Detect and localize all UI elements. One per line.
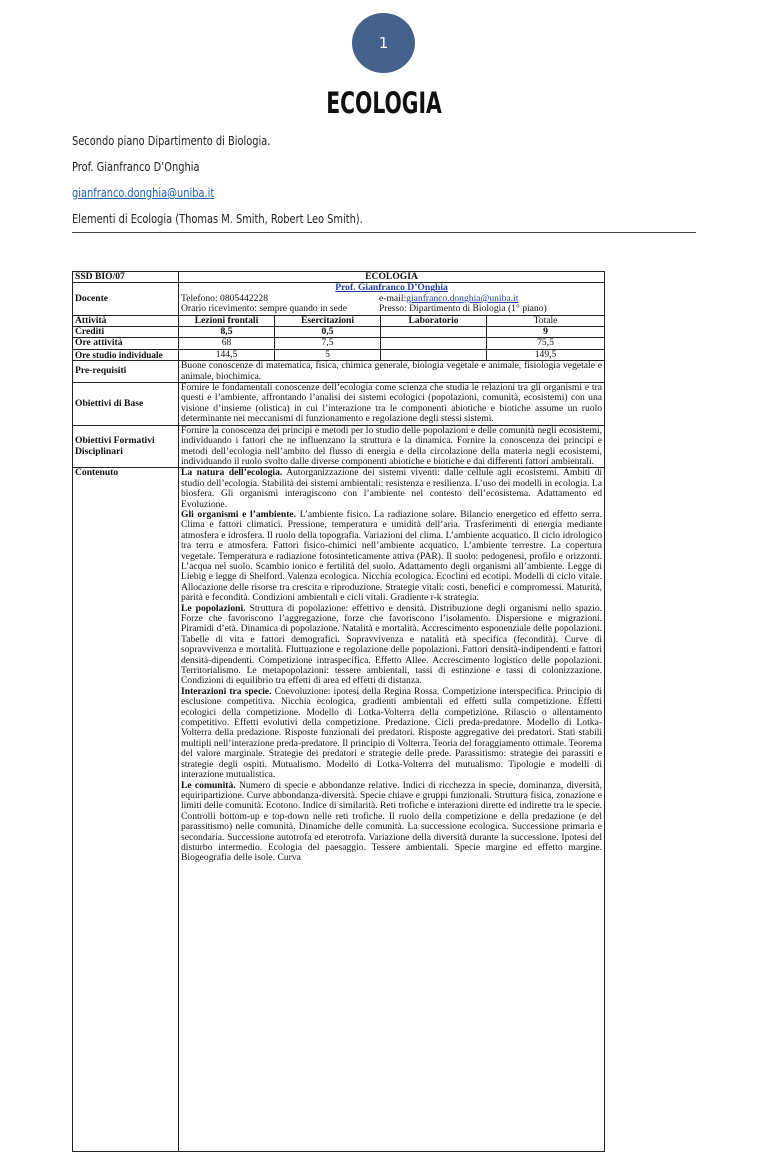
header-attivita: Attività: [73, 315, 179, 326]
content-text: Numero di specie e abbondanze relative. Indici di ricchezza in specie, dominanza, diversità, equiripartizione. Curve abbondanza-diversità. Specie chiave e gruppi funzionali. Struttura fisica, zonazione e limiti delle comunità. Ecotono. Indice di similarità. Reti trofiche e interazioni dirette ed indirette tra le specie. Controlli bottom-up e top-down nelle reti trofiche. Il ruolo della competizione e della predazione (e del parassitismo) nelle comunità. Dinamiche delle comunità. La successione ecologica. Successione primaria e secondaria. Successione autotrofa ed eterotrofa. Variazione della diversità durante la successione. Ipotesi del disturbo intermedio. Ecologia del paesaggio. Tessere ambientali. Specie margine ed effetto margine. Biogeografia delle isole. Curva: [181, 779, 603, 864]
contenuto-cell: [179, 468, 605, 1152]
telefono: Telefono: 0805442228: [181, 292, 268, 304]
row-label: Ore studio individuale: [73, 349, 179, 360]
textbook-line: Elementi di Ecologia (Thomas M. Smith, Robert Leo Smith).: [72, 212, 363, 226]
presso: Presso: Dipartimento di Biologia (1° piano): [379, 303, 547, 315]
header-totale: Totale: [487, 315, 605, 326]
content-paragraph: [181, 510, 602, 604]
page-number: 1: [378, 34, 389, 52]
docente-cell: [179, 283, 605, 315]
header-esercitazioni: Esercitazioni: [275, 315, 381, 326]
prereq-label: Pre-requisiti: [73, 361, 179, 383]
obiettivi-formativi-text: Fornire la conoscenza dei principi e metodi per lo studio delle popolazioni e delle comunità negli ecosistemi, individuando i fattori che ne influenzano la struttura e la dinamica. Fornire la conoscenza dei principi e metodi dell’ecologia nell’ambito del flusso di energia e della circolazione della materia negli ecosistemi, individuando il ruolo svolto dalle diverse componenti abiotiche e biotiche e dai differenti fattori ambientali.: [179, 425, 605, 468]
course-name-cell: ECOLOGIA: [179, 272, 605, 283]
cell: 68: [179, 338, 275, 349]
cell: 5: [275, 349, 381, 360]
cell: 8,5: [179, 327, 275, 338]
table-row: [73, 338, 605, 349]
cell: 75,5: [487, 338, 605, 349]
content-heading: Interazioni tra specie.: [181, 685, 272, 697]
email-label: e-mail:: [379, 292, 407, 304]
header-lezioni: Lezioni frontali: [179, 315, 275, 326]
obiettivi-formativi-label: Obiettivi Formativi Disciplinari: [73, 425, 179, 468]
ssd-cell: SSD BIO/07: [73, 272, 179, 283]
divider: [72, 232, 696, 233]
row-label: Crediti: [73, 327, 179, 338]
course-table-image: [72, 271, 604, 1152]
email-link[interactable]: gianfranco.donghia@uniba.it: [72, 186, 215, 200]
content-text: L’ambiente fisico. La radiazione solare. Bilancio energetico ed effetto serra. Clima e fattori climatici. Pressione, temperatura e umidità dell’aria. Trasferimenti di energia mediante atmosfera e idrosfera. Il ruolo della topografia. Variazioni del clima. L’ambiente acquatico. Il ciclo idrologico tra terra e atmosfera. Fattori fisico-chimici nell’ambiente acquatico. L’ambiente terrestre. La copertura vegetale. Temperatura e radiazione fotosinteticamente attiva (PAR). Il suolo: pedogenesi, profilo e orizzonti. L’acqua nel suolo. Scambio ionico e fertilità del suolo. Adattamento degli organismi all’ambiente. Legge di Liebig e legge di Shelford. Valenza ecologica. Nicchia ecologica. Ecoclini ed ecotipi. Modelli di ciclo vitale. Allocazione delle risorse tra crescita e riproduzione. Strategie vitali: costi, benefici e compromessi. Maturità, parità e fecondità. Condizioni ambientali e cicli vitali. Gradiente r-k strategia.: [181, 508, 603, 604]
header-laboratorio: Laboratorio: [381, 315, 487, 326]
course-table: [72, 271, 605, 1152]
cell: 0,5: [275, 327, 381, 338]
content-text: Struttura di popolazione: effettivo e densità. Distribuzione degli organismi nello spazio. Forze che favoriscono l’aggregazione, forze che favoriscono l’isolamento. Dispersione e migrazioni. Piramidi d’età. Dinamica di popolazione. Natalità e mortalità. Accrescimento esponenziale delle popolazioni. Tabelle di vita e fattori demografici. Sopravvivenza e natalità età specifica (fecondità). Curve di sopravvivenza e mortalità. Fluttuazione e regolazione delle popolazioni. Fattori densità-indipendenti e fattori densità-dipendenti. Competizione intraspecifica. Effetto Allee. Accrescimento logistico delle popolazioni. Territorialismo. Le metapopolazioni: tessere ambientali, tassi di estinzione e tassi di colonizzazione. Condizioni di equilibrio tra effetti di area ed effetti di distanza.: [181, 602, 603, 687]
cell: [381, 349, 487, 360]
content-heading: Gli organismi e l’ambiente.: [181, 508, 297, 520]
content-heading: La natura dell’ecologia.: [181, 468, 283, 479]
professor-name: Prof. Gianfranco D’Onghia: [335, 282, 448, 294]
prereq-text: Buone conoscenze di matematica, fisica, chimica generale, biologia vegetale e animale, fisiologia vegetale e animale, biochimica.: [179, 361, 605, 383]
docente-label: Docente: [73, 283, 179, 315]
content-heading: Le popolazioni.: [181, 602, 246, 614]
page-number-badge: [352, 13, 415, 73]
cell: [381, 338, 487, 349]
page-title: ECOLOGIA: [326, 86, 442, 120]
cell: [381, 327, 487, 338]
cell: 144,5: [179, 349, 275, 360]
row-label: Ore attività: [73, 338, 179, 349]
professor-line: Prof. Gianfranco D’Onghia: [72, 160, 200, 174]
content-heading: Le comunità.: [181, 779, 236, 791]
orario: Orario ricevimento: sempre quando in sede: [181, 303, 347, 315]
table-email-link[interactable]: gianfranco.donghia@uniba.it: [406, 292, 519, 304]
contenuto-label: Contenuto: [73, 468, 179, 1152]
cell: 7,5: [275, 338, 381, 349]
content-text: Autorganizzazione dei sistemi viventi: dalle cellule agli ecosistemi. Ambiti di studio dell’ecologia. Stabilità dei sistemi ambientali: resistenza e resilienza. L’uso dei modelli in ecologia. La biosfera. Gli organismi interagiscono con l’ambiente nel contesto dell’ecosistema. Adattamento ed Evoluzione.: [181, 468, 603, 510]
cell: 149,5: [487, 349, 605, 360]
obiettivi-base-label: Obiettivi di Base: [73, 383, 179, 426]
content-paragraph: [181, 604, 602, 687]
content-paragraph: [181, 468, 602, 510]
location-line: Secondo piano Dipartimento di Biologia.: [72, 134, 271, 148]
table-row: [73, 349, 605, 360]
content-text: Coevoluzione: ipotesi della Regina Rossa. Competizione interspecifica. Principio di esclusione competitiva. Nicchia ecologica, gradienti ambientali ed effetti sulla competizione. Effetti ecologici della competizione. Modello di Lotka-Volterra della competizione. Rilascio o allentamento competitivo. Effetti evolutivi della competizione. Predazione. Cicli preda-predatore. Modello di Lotka-Volterra della predazione. Risposte funzionali dei predatori. Risposte aggregative dei predatori. Stati stabili multipli nell’interazione preda-predatore. Il principio di Volterra. Teoria del foraggiamento ottimale. Teorema del valore marginale. Strategie dei predatori e strategie delle prede. Parassitismo: strategie dei parassiti e strategie degli ospiti. Mutualismo. Modello di Lotka-Volterra del mutualismo. Tipologie e modelli di interazione mutualistica.: [181, 685, 603, 781]
contenuto-body: [181, 468, 602, 1151]
content-paragraph: [181, 687, 602, 781]
obiettivi-base-text: Fornire le fondamentali conoscenze dell’ecologia come scienza che studia le relazioni tra gli organismi e tra questi e l’ambiente, affrontando l’analisi dei sistemi ecologici (popolazioni, comunità, ecosistemi) con una visione d’insieme (olistica) in cui l’interazione tra le componenti abiotiche e biotiche assume un ruolo determinante nei meccanismi di funzionamento e regolazione degli stessi sistemi.: [179, 383, 605, 426]
cell: 9: [487, 327, 605, 338]
content-paragraph: [181, 781, 602, 864]
table-row: [73, 327, 605, 338]
